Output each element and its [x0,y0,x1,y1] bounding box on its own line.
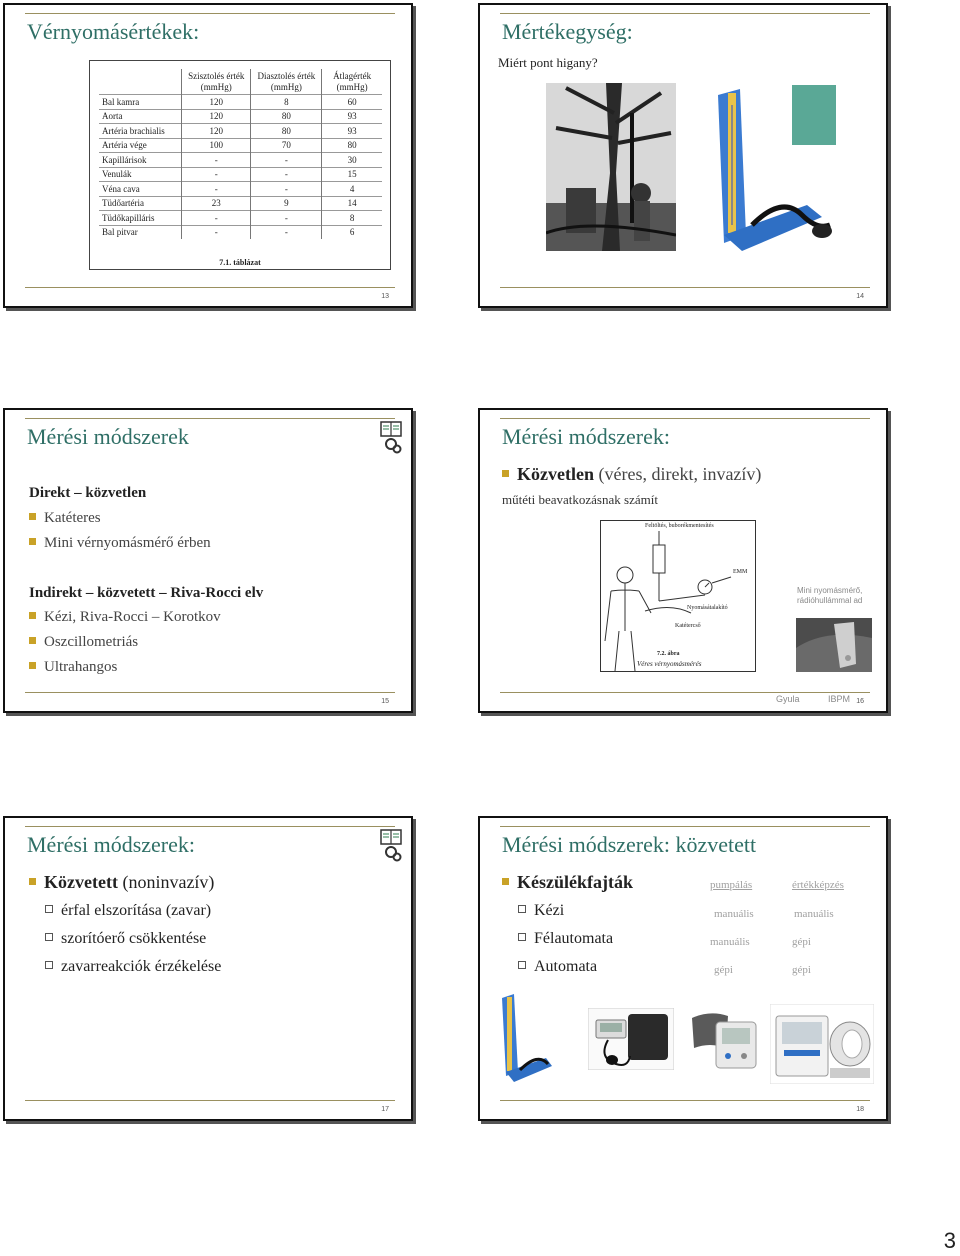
footer-rule [500,287,870,288]
sheet-page-number: 3 [943,1228,956,1253]
table-row-label: Tüdőkapilláris [99,211,182,226]
slide-title: Mérési módszerek: közvetett [502,832,757,857]
table-cell: - [182,153,251,168]
table-row [99,211,382,226]
checkbox-bullet-icon [45,933,53,941]
title-rule [500,826,870,827]
cell-manual-value: manuális [794,908,834,920]
cell-semiauto-pumping: manuális [710,936,750,948]
table-cell: 6 [322,225,382,239]
table-cell: 93 [322,109,382,124]
table-cell: 8 [251,95,322,110]
table-cell: 100 [182,138,251,153]
semiautomatic-monitor-image [690,1008,760,1079]
book-gears-icon [379,420,405,454]
table-cell: 15 [322,167,382,182]
cell-auto-pumping: gépi [714,964,733,976]
checkbox-bullet-icon [45,961,53,969]
table-caption: 7.1. táblázat [219,258,261,267]
table-cell: - [182,167,251,182]
page-number: 16 [856,698,864,705]
slide-18 [478,816,888,1121]
table-cell: 80 [322,138,382,153]
cell-semiauto-value: gépi [792,936,811,948]
sub-item-compression: érfal elszorítása (zavar) [45,902,211,920]
book-gears-icon [379,828,405,862]
title-rule [25,418,395,419]
aneroid-cuff-device-image [588,1008,674,1075]
checkbox-bullet-icon [518,905,526,913]
table-row [99,167,382,182]
slide-title: Mérési módszerek: [27,832,195,857]
slide-16 [478,408,888,713]
page-number: 17 [381,1106,389,1113]
figure-subcaption: Véres vérnyomásmérés [637,660,702,668]
table-row-label: Bal kamra [99,95,182,110]
table-cell: - [251,153,322,168]
table-row [99,109,382,124]
bullet-icon [502,878,509,885]
bullet-icon [502,470,509,477]
table-cell: 80 [251,109,322,124]
mercury-sphygmomanometer-image [712,85,838,260]
col-header-systolic: Szisztolés érték (mmHg) [182,69,251,95]
page-number: 14 [856,293,864,300]
table-cell: - [251,167,322,182]
table-cell: 60 [322,95,382,110]
page-number: 13 [381,293,389,300]
table-row-label: Aorta [99,109,182,124]
table-row-label: Véna cava [99,182,182,197]
page-number: 18 [856,1106,864,1113]
table-row [99,225,382,239]
direct-item-catheter: Katéteres [29,510,101,527]
automatic-monitor-image [770,1004,874,1089]
col-header-value-forming: értékképzés [792,879,844,891]
surgical-note: műtéti beavatkozásnak számít [502,492,658,507]
bullet-icon [29,513,36,520]
table-cell: - [251,182,322,197]
table-row-label: Venulák [99,167,182,182]
device-row-manual: Kézi [518,902,564,920]
sub-item-force-reduction: szorítóerő csökkentése [45,930,206,948]
bullet-icon [29,637,36,644]
direct-bullet: Közvetlen (véres, direkt, invazív) [502,464,761,485]
table-cell: 120 [182,124,251,139]
slide-15 [3,408,413,713]
mini-pressure-label: Mini nyomásmérő, rádióhullámmal ad [797,586,863,605]
table-cell: 30 [322,153,382,168]
table-cell: 9 [251,196,322,211]
indirect-item-manual: Kézi, Riva-Rocci – Korotkov [29,609,221,626]
footer-ibpm: IBPM [828,694,851,704]
device-types-bullet: Készülékfajták [502,872,633,893]
footer-rule [25,287,395,288]
table-row [99,124,382,139]
slide-title: Mérési módszerek: [502,424,670,449]
bullet-icon [29,878,36,885]
table-row-label: Artéria brachialis [99,124,182,139]
table-cell: 8 [322,211,382,226]
table-cell: 80 [251,124,322,139]
table-cell: - [182,182,251,197]
title-rule [25,13,395,14]
table-row-label: Tüdőartéria [99,196,182,211]
figure-label-emm: EMM [733,569,748,575]
slide-13 [3,3,413,308]
col-header-diastolic: Diasztolés érték (mmHg) [251,69,322,95]
slide-14 [478,3,888,308]
slide-subtitle: Miért pont higany? [498,55,598,70]
historical-engraving-image [546,83,676,256]
device-row-semiauto: Félautomata [518,930,613,948]
table-cell: - [182,225,251,239]
table-row-label: Bal pitvar [99,225,182,239]
table-row [99,138,382,153]
blood-pressure-table [89,60,391,270]
title-rule [25,826,395,827]
indirect-item-oscillometric: Oszcillometriás [29,634,138,651]
mercury-device-image [498,992,554,1089]
title-rule [500,13,870,14]
figure-caption: 7.2. ábra [657,651,680,657]
indirect-heading: Indirekt – közvetett – Riva-Rocci elv [29,585,264,601]
table-cell: 4 [322,182,382,197]
checkbox-bullet-icon [518,961,526,969]
table-cell: 70 [251,138,322,153]
table-cell: 93 [322,124,382,139]
invasive-bp-figure [600,520,756,672]
table-row [99,95,382,110]
footer-rule [25,1100,395,1101]
footer-rule [500,1100,870,1101]
table-cell: - [251,211,322,226]
slide-title: Mértékegység: [502,19,633,44]
title-rule [500,418,870,419]
slide-title: Vérnyomásértékek: [27,19,200,44]
checkbox-bullet-icon [518,933,526,941]
table-cell: 23 [182,196,251,211]
footer-gyula: Gyula [776,694,800,704]
table-cell: 120 [182,109,251,124]
bullet-icon [29,538,36,545]
indirect-bullet: Közvetett (noninvazív) [29,872,214,893]
figure-label-catheter: Katétercső [675,623,701,629]
slide-title: Mérési módszerek [27,424,189,449]
device-row-auto: Automata [518,958,597,976]
table-row [99,182,382,197]
direct-heading: Direkt – közvetlen [29,485,147,501]
checkbox-bullet-icon [45,905,53,913]
col-header-mean: Átlagérték (mmHg) [322,69,382,95]
table-row-label: Artéria vége [99,138,182,153]
slide-17 [3,816,413,1121]
bullet-icon [29,612,36,619]
mini-pressure-sensor-image [796,618,872,677]
indirect-item-ultrasound: Ultrahangos [29,659,117,676]
table-row [99,196,382,211]
cell-auto-value: gépi [792,964,811,976]
table-cell: - [251,225,322,239]
table-row [99,153,382,168]
table-cell: 14 [322,196,382,211]
sub-item-detection: zavarreakciók érzékelése [45,958,221,976]
page-number: 15 [381,698,389,705]
cell-manual-pumping: manuális [714,908,754,920]
figure-label-transducer: Nyomásátalakító [687,605,728,611]
col-header-pumping: pumpálás [710,879,753,891]
footer-rule [25,692,395,693]
direct-item-mini: Mini vérnyomásmérő érben [29,535,211,552]
footer-rule [500,692,870,693]
figure-label-fill: Feltöltés, buborékmentesítés [645,523,714,529]
table-cell: 120 [182,95,251,110]
bullet-icon [29,662,36,669]
table-cell: - [182,211,251,226]
table-row-label: Kapillárisok [99,153,182,168]
